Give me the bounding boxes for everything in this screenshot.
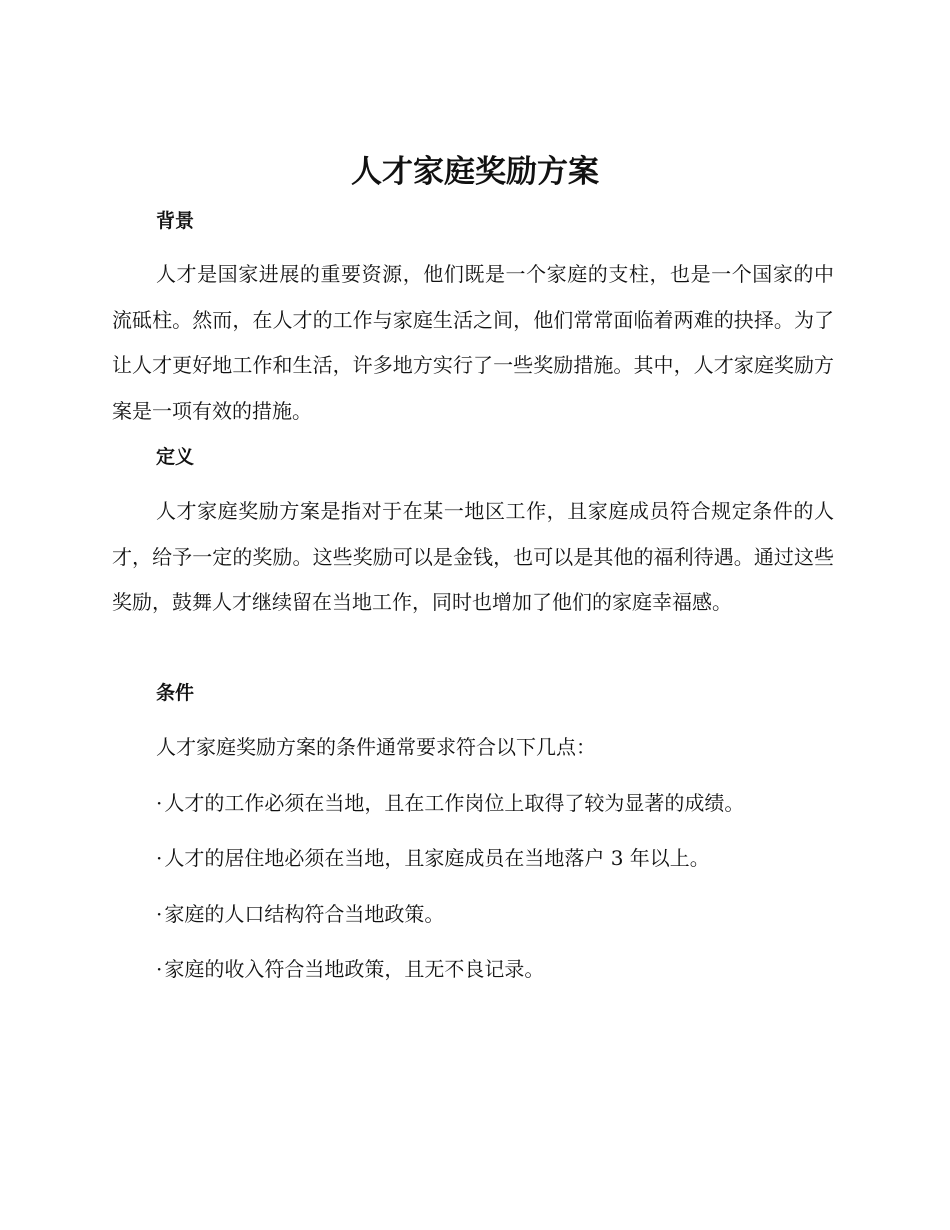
- document-title: 人才家庭奖励方案: [351, 154, 599, 190]
- condition-item-text: 家庭的收入符合当地政策，且无不良记录。: [164, 957, 545, 981]
- bullet-icon: ·: [156, 957, 163, 981]
- condition-list-item: [156, 954, 544, 984]
- condition-list-item: [156, 788, 744, 818]
- section-heading-conditions: 条件: [156, 682, 195, 704]
- condition-item-text: 家庭的人口结构符合当地政策。: [164, 902, 445, 926]
- bullet-icon: ·: [156, 846, 163, 870]
- conditions-intro: 人才家庭奖励方案的条件通常要求符合以下几点：: [156, 735, 596, 759]
- condition-list-item: [156, 899, 444, 929]
- condition-item-text: 人才的居住地必须在当地，且家庭成员在当地落户 3 年以上。: [164, 846, 710, 870]
- condition-list-item: [156, 843, 710, 873]
- condition-item-text: 人才的工作必须在当地，且在工作岗位上取得了较为显著的成绩。: [164, 791, 745, 815]
- section-heading-definition: 定义: [156, 446, 195, 468]
- definition-paragraph: 人才家庭奖励方案是指对于在某一地区工作，且家庭成员符合规定条件的人才，给予一定的奖励。这些奖励可以是金钱，也可以是其他的福利待遇。通过这些奖励，鼓舞人才继续留在当地工作，同时也增加了他们的家庭幸福感。: [112, 499, 834, 614]
- bullet-icon: ·: [156, 791, 163, 815]
- background-paragraph: 人才是国家进展的重要资源，他们既是一个家庭的支柱，也是一个国家的中流砥柱。然而，在人才的工作与家庭生活之间，他们常常面临着两难的抉择。为了让人才更好地工作和生活，许多地方实行了一些奖励措施。其中，人才家庭奖励方案是一项有效的措施。: [112, 262, 834, 423]
- bullet-icon: ·: [156, 902, 163, 926]
- section-heading-background: 背景: [156, 210, 195, 232]
